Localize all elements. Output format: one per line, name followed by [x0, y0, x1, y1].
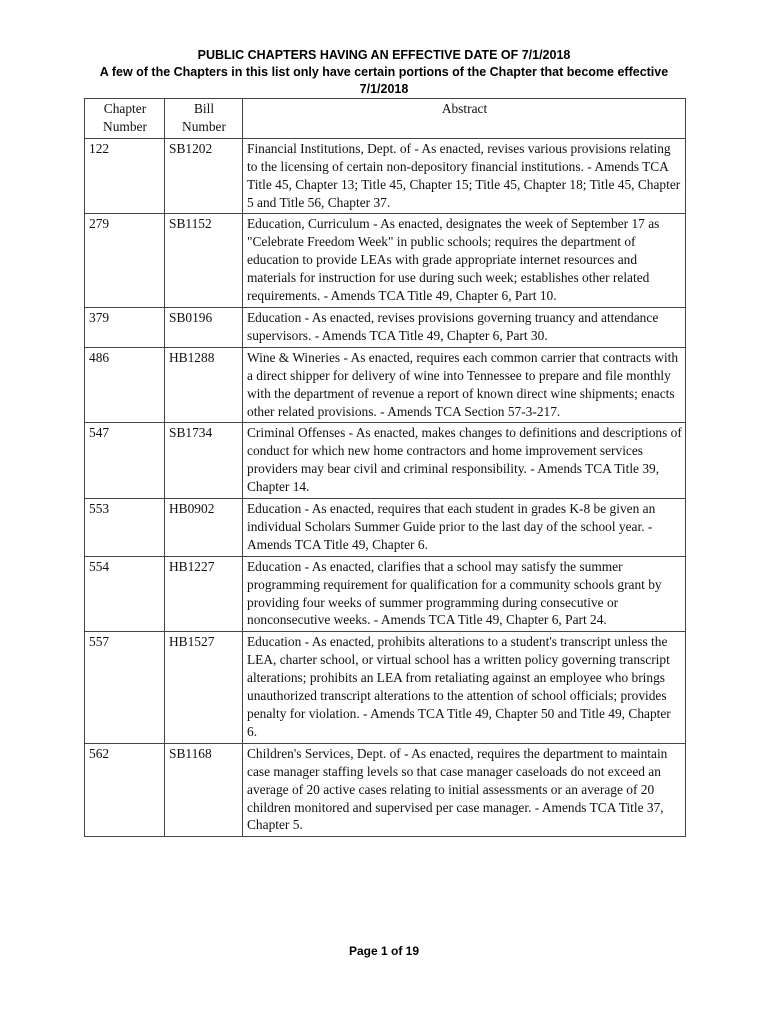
page-number: Page 1 of 19	[348, 944, 420, 958]
cell-abstract: Financial Institutions, Dept. of - As enacted, revises various provisions relating to the licensing of certain non-depository financial institutions. - Amends TCA Title 45, Chapter 13; Title 45, Chapter 15; Title 45, Chapter 18; Title 45, Chapter 5 and Title 56, Chapter 37.	[243, 138, 686, 214]
table-row	[85, 138, 686, 214]
cell-abstract: Criminal Offenses - As enacted, makes changes to definitions and descriptions of conduct for which new home contractors and home improvement services providers may bear civil and criminal responsibility. - Amends TCA Title 39, Chapter 14.	[243, 423, 686, 499]
cell-chapter-number: 562	[85, 743, 165, 837]
header-chapter-line2: Number	[103, 118, 147, 134]
cell-abstract: Education - As enacted, clarifies that a school may satisfy the summer programming requirement for qualification for a community schools grant by providing four weeks of summer programming during consecutive or nonconsecutive weeks. - Amends TCA Title 49, Chapter 6, Part 24.	[243, 556, 686, 632]
table-row	[85, 499, 686, 557]
cell-abstract: Wine & Wineries - As enacted, requires each common carrier that contracts with a direct shipper for delivery of wine into Tennessee to prepare and file monthly with the department of revenue a report of known direct wine shipments; enacts other related provisions. - Amends TCA Section 57-3-217.	[243, 347, 686, 423]
cell-abstract: Education - As enacted, revises provisions governing truancy and attendance supervisors. - Amends TCA Title 49, Chapter 6, Part 30.	[243, 307, 686, 347]
table-row	[85, 214, 686, 308]
header-chapter-line1: Chapter	[103, 101, 147, 116]
document-title: PUBLIC CHAPTERS HAVING AN EFFECTIVE DATE OF 7/1/2018	[197, 48, 571, 62]
cell-chapter-number: 553	[85, 499, 165, 557]
cell-bill-number: SB1152	[165, 214, 243, 308]
document-subtitle-date: 7/1/2018	[359, 82, 409, 96]
cell-bill-number: SB1168	[165, 743, 243, 837]
cell-bill-number: HB0902	[165, 499, 243, 557]
cell-abstract: Education, Curriculum - As enacted, designates the week of September 17 as "Celebrate Freedom Week" in public schools; requires the department of education to provide LEAs with grade appropriate internet resources and materials for instruction for use during such week; establishes other related requirements. - Amends TCA Title 49, Chapter 6, Part 10.	[243, 214, 686, 308]
cell-chapter-number: 554	[85, 556, 165, 632]
cell-chapter-number: 486	[85, 347, 165, 423]
cell-bill-number: SB1202	[165, 138, 243, 214]
header-chapter-number	[85, 99, 165, 139]
cell-chapter-number: 557	[85, 632, 165, 743]
chapters-table	[84, 98, 686, 837]
table-row	[85, 556, 686, 632]
table-row	[85, 743, 686, 837]
table-header-row	[85, 99, 686, 139]
table-row	[85, 307, 686, 347]
cell-abstract: Education - As enacted, prohibits alterations to a student's transcript unless the LEA, charter school, or virtual school has a written policy governing transcript alterations; prohibits an LEA from retaliating against an employee who brings unauthorized transcript alterations to the attention of school officials; provides penalty for violation. - Amends TCA Title 49, Chapter 50 and Title 49, Chapter 6.	[243, 632, 686, 743]
header-bill-line2: Number	[182, 118, 226, 134]
table-row	[85, 632, 686, 743]
cell-chapter-number: 279	[85, 214, 165, 308]
table-row	[85, 347, 686, 423]
cell-chapter-number: 379	[85, 307, 165, 347]
document-subtitle: A few of the Chapters in this list only have certain portions of the Chapter that become effective	[99, 65, 669, 79]
table-row	[85, 423, 686, 499]
cell-bill-number: HB1288	[165, 347, 243, 423]
header-bill-number	[165, 99, 243, 139]
header-bill-line1: Bill	[193, 101, 215, 116]
cell-bill-number: HB1527	[165, 632, 243, 743]
cell-bill-number: SB1734	[165, 423, 243, 499]
cell-abstract: Education - As enacted, requires that each student in grades K-8 be given an individual Scholars Summer Guide prior to the last day of the school year. - Amends TCA Title 49, Chapter 6.	[243, 499, 686, 557]
cell-abstract: Children's Services, Dept. of - As enacted, requires the department to maintain case manager staffing levels so that case manager caseloads do not exceed an average of 20 active cases relating to initial assessments or an average of 20 children monitored and supervised per case manager. - Amends TCA Title 37, Chapter 5.	[243, 743, 686, 837]
table-body	[85, 138, 686, 837]
cell-chapter-number: 547	[85, 423, 165, 499]
cell-chapter-number: 122	[85, 138, 165, 214]
cell-bill-number: SB0196	[165, 307, 243, 347]
header-abstract: Abstract	[243, 99, 686, 139]
cell-bill-number: HB1227	[165, 556, 243, 632]
